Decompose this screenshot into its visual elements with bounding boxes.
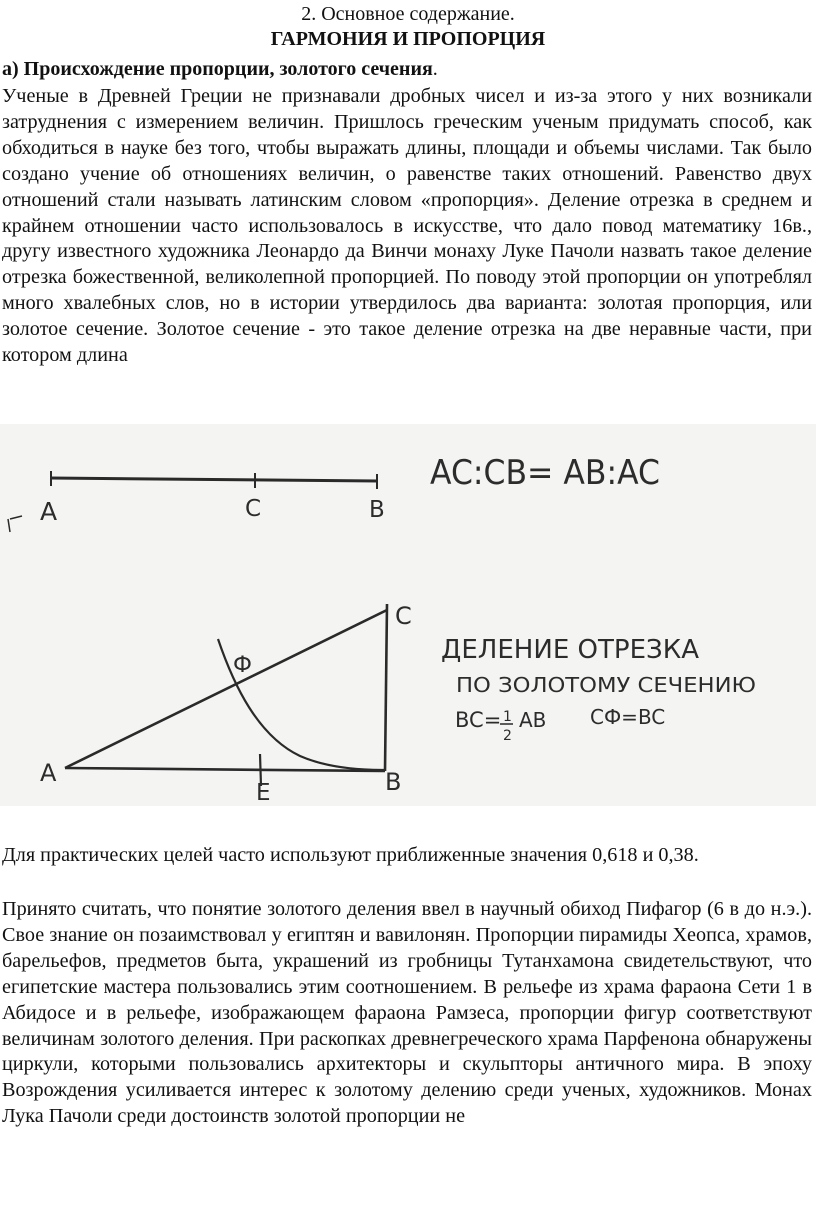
formula-bc-numerator: 1 [503,709,512,725]
triangle-side-ab [65,768,385,771]
formula-bc-right: AB [519,708,547,732]
margin-mark [8,516,22,532]
main-heading: ГАРМОНИЯ И ПРОПОРЦИЯ [270,28,546,50]
section-title: 2. Основное содержание. [301,3,515,25]
segment-label-a: A [40,497,58,526]
triangle-label-a: A [40,759,57,787]
triangle-hypotenuse-ac [65,610,387,768]
segment-label-c: C [245,496,262,522]
segment-ab-line [50,478,378,481]
segment-label-b: B [369,497,385,523]
section-block [0,2,816,52]
paragraph-history: Принято считать, что понятие золотого деления ввел в научный обиход Пифагор (6 в до н.э.). Свое знание он позаимствовал у египтян и вавилонян. Пропорции пирамиды Хеопса, храмов, барельефов, предметов быта, украшений из гробницы Тутанхамона свидетельствуют, что египетские мастера пользовались этим соотношением. В рельефе из храма фараона Сети 1 в Абидосе и в рельефе, изображающем фараона Рамзеса, пропорции фигур соответствуют величинам золотого деления. При раскопках древнегреческого храма Парфенона обнаружены циркули, которыми пользовались архитекторы и скульпторы античного мира. В эпоху Возрождения усиливается интерес к золотому делению среди ученых, художников. Монах Лука Пачоли среди достоинств золотой пропорции не [2,898,812,1128]
paragraph-origin: Ученые в Древней Греции не признавали дробных чисел и из-за этого у них возникали затруднения с измерением величин. Пришлось греческим ученым придумать способ, как обходиться в науке без того, чтобы выражать длины, площади и объемы числами. Так было создано учение об отношениях величин, о равенстве таких отношений. Равенство двух отношений стали называть латинским словом «пропорция». Деление отрезка в среднем и крайнем отношении часто использовалось в искусстве, что дало повод математику 16в., другу известного художника Леонардо да Винчи монаху Луке Пачоли назвать такое деление отрезка божественной, великолепной пропорцией. По поводу этой пропорции он употреблял много хвалебных слов, но в истории утвердилось два варианта: золотая пропорция, или золотое сечение. Золотое сечение - это такое деление отрезка на две неравные части, при котором длина [2,85,812,367]
triangle-side-bc [385,604,387,771]
triangle-label-e: Е [256,780,271,806]
subheading-punct: . [432,58,438,80]
figure-drawing [0,424,816,806]
subheading-label: а) Происхождение пропорции, золотого сечения [2,58,433,80]
golden-section-figure [0,424,816,806]
figure-caption-line2: ПО ЗОЛОТОМУ СЕЧЕНИЮ [456,673,756,697]
proportion-formula: AC:CB= AB:AC [430,453,660,493]
paragraph-approximations: Для практических целей часто используют приближенные значения 0,618 и 0,38. [2,844,699,866]
figure-caption-line1: ДЕЛЕНИЕ ОТРЕЗКА [441,635,700,665]
formula-cf: CФ=BC [590,705,666,729]
formula-bc-left: BC= [455,708,502,732]
subheading [2,57,438,82]
triangle-label-c: C [395,602,412,630]
triangle-label-b: B [385,768,402,796]
triangle-label-phi: Ф [233,653,252,678]
formula-bc-denominator: 2 [503,728,512,744]
